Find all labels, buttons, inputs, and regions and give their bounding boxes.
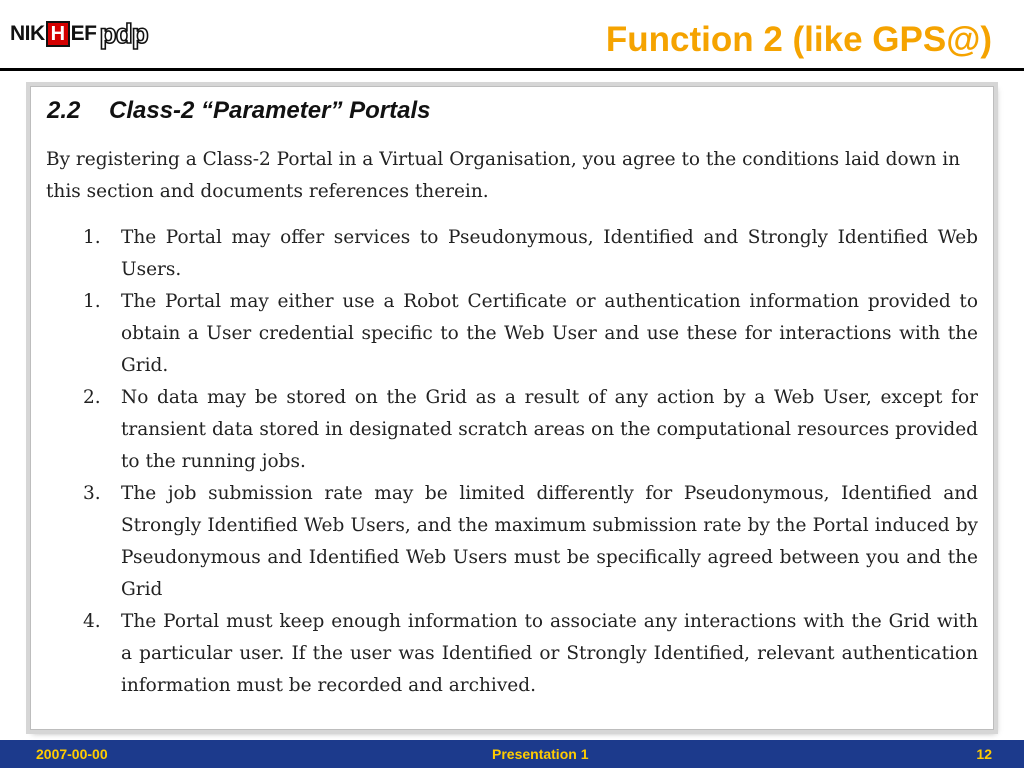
- section-title: Class-2 “Parameter” Portals: [109, 97, 431, 124]
- logo-part-ef: EF: [70, 22, 97, 45]
- logo-part-ni: NI: [10, 22, 30, 45]
- list-item: [46, 286, 978, 382]
- logo-part-h: H: [46, 21, 70, 47]
- slide-title: Function 2 (like GPS@): [605, 20, 992, 59]
- slide-header: [0, 0, 1024, 70]
- slide-footer: [0, 740, 1024, 768]
- footer-presentation-name: Presentation 1: [492, 746, 589, 762]
- list-marker: 1.: [83, 227, 101, 248]
- list-marker: 1.: [83, 291, 101, 312]
- conditions-list: [46, 222, 978, 702]
- nikhef-wordmark: [10, 21, 96, 47]
- logo-part-k: K: [30, 22, 45, 45]
- list-item-text: No data may be stored on the Grid as a result of any action by a Web User, except for transient data stored in designated scratch areas on the computational resources provided to the running jobs.: [121, 387, 978, 472]
- nikhef-pdp-logo: [10, 14, 148, 54]
- list-item-text: The Portal may offer services to Pseudonymous, Identified and Strongly Identified Web Users.: [121, 227, 978, 280]
- list-item-text: The Portal must keep enough information to associate any interactions with the Grid with a particular user. If the user was Identified or Strongly Identified, relevant authentication information must be recorded and archived.: [121, 611, 978, 696]
- document-excerpt: [30, 86, 994, 730]
- section-number: 2.2: [47, 97, 81, 124]
- header-divider: [0, 68, 1024, 71]
- pdp-wordmark: pdp: [99, 18, 148, 49]
- list-item: [46, 222, 978, 286]
- list-item-text: The job submission rate may be limited differently for Pseudonymous, Identified and Strongly Identified Web Users, and the maximum submission rate by the Portal induced by Pseudonymous and Identified Web Users must be specifically agreed between you and the Grid: [121, 483, 978, 600]
- list-item: [46, 606, 978, 702]
- list-marker: 4.: [83, 611, 101, 632]
- list-item-text: The Portal may either use a Robot Certificate or authentication information provided to obtain a User credential specific to the Web User and use these for interactions with the Grid.: [121, 291, 978, 376]
- section-heading: [47, 97, 431, 125]
- list-marker: 2.: [83, 387, 101, 408]
- footer-date: 2007-00-00: [36, 746, 108, 762]
- intro-paragraph: By registering a Class-2 Portal in a Virtual Organisation, you agree to the conditions laid down in this section and documents references therein.: [46, 149, 961, 202]
- list-marker: 3.: [83, 483, 101, 504]
- list-item: [46, 382, 978, 478]
- list-item: [46, 478, 978, 606]
- footer-page-number: 12: [976, 746, 992, 762]
